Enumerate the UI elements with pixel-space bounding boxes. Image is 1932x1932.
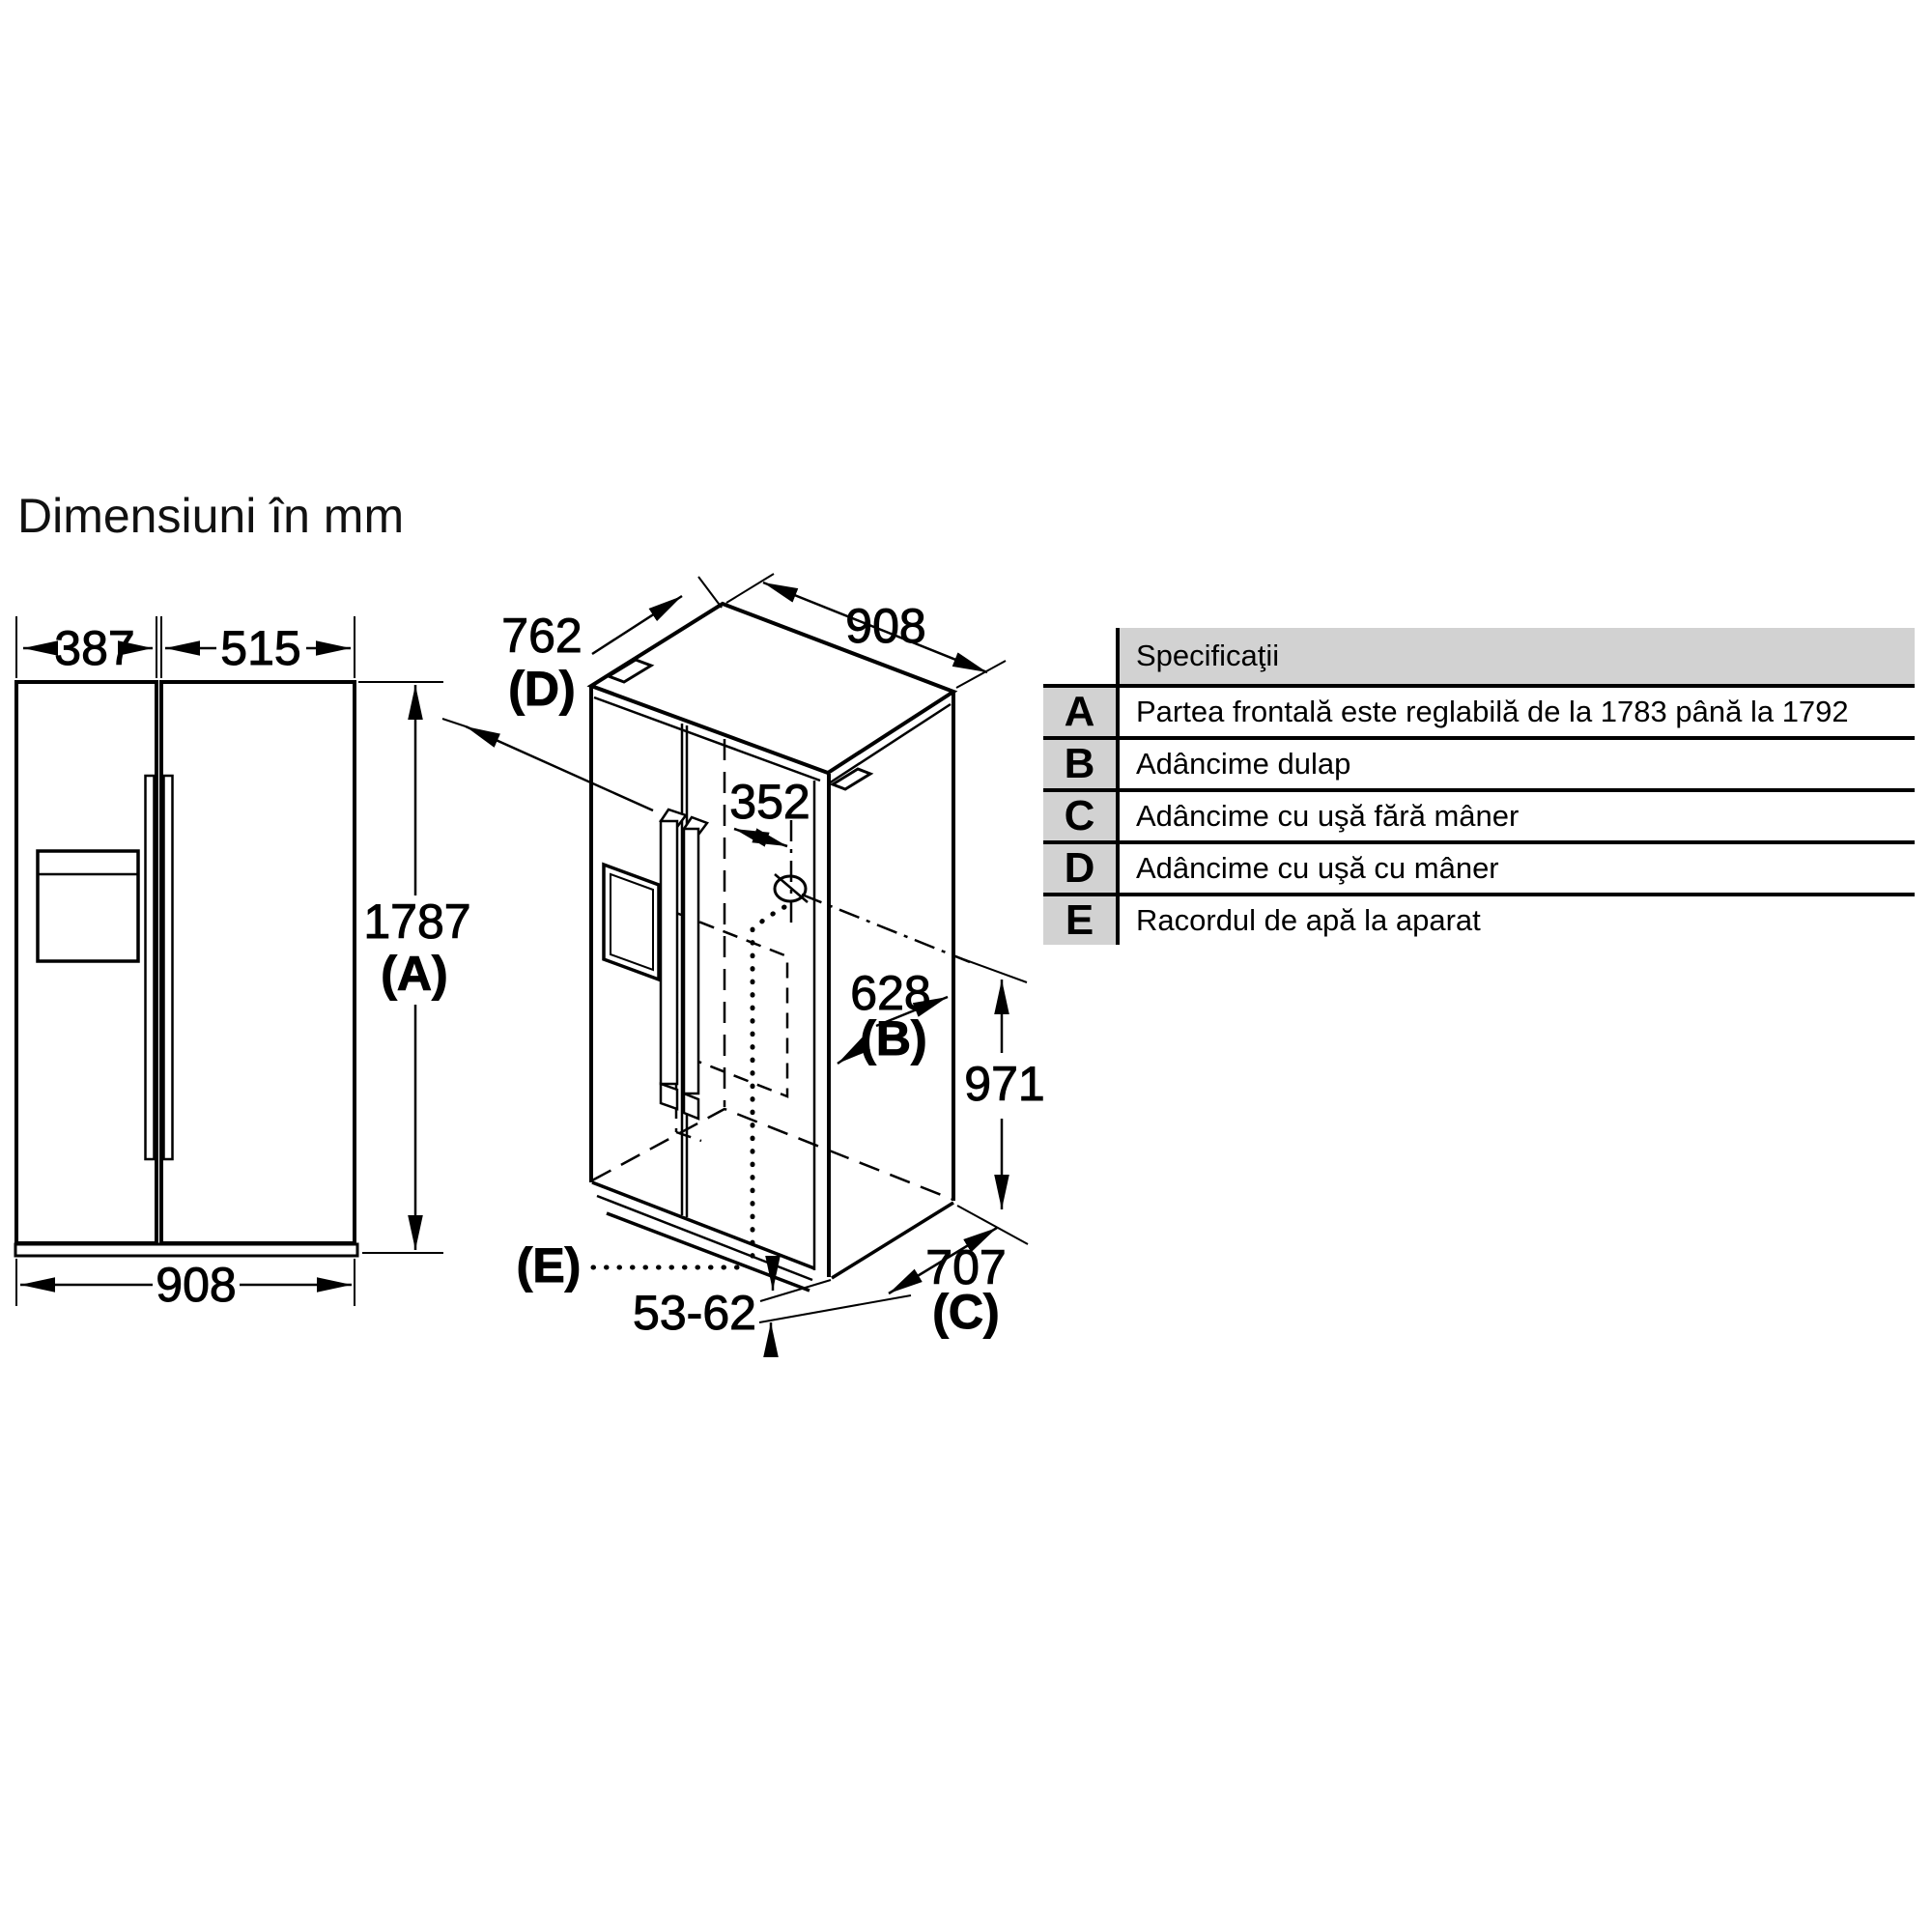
front-door-handles	[146, 776, 173, 1159]
iso-depth-handle-ref-label: (D)	[508, 662, 576, 716]
front-fridge-doors	[15, 682, 357, 1256]
front-plinth	[15, 1244, 357, 1256]
page-title: Dimensiuni în mm	[17, 489, 405, 543]
spec-letter: A	[1043, 688, 1116, 736]
table-row	[1043, 684, 1915, 736]
iso-water-offset-label: 352	[729, 775, 810, 829]
iso-depth-no-handle-ref-label: (C)	[932, 1285, 1000, 1339]
front-right-door-width-label: 515	[220, 621, 301, 675]
spec-table	[1043, 628, 1915, 945]
spec-text: Racordul de apă la aparat	[1116, 896, 1915, 945]
spec-text: Adâncime dulap	[1116, 740, 1915, 788]
iso-door-handles	[661, 810, 707, 1119]
front-height-label: 1787	[363, 895, 471, 949]
table-row	[1043, 893, 1915, 945]
iso-view	[442, 574, 1045, 1356]
iso-cabinet-depth-label: 628	[850, 966, 931, 1020]
table-row	[1043, 788, 1915, 840]
iso-cabinet-depth-ref-label: (B)	[860, 1011, 927, 1065]
front-left-door-width-label: 387	[54, 621, 135, 675]
iso-depth-handle-label: 762	[501, 609, 582, 663]
spec-text: Partea frontală este reglabilă de la 1783 până la 1792	[1116, 688, 1915, 736]
iso-plinth-bottom	[607, 1213, 810, 1291]
iso-water-dispenser	[604, 865, 659, 980]
front-view	[15, 616, 471, 1312]
spec-text: Adâncime cu uşă fără mâner	[1116, 792, 1915, 840]
iso-width-label: 908	[845, 599, 926, 653]
front-height-ref-label: (A)	[381, 947, 448, 1001]
table-row	[1043, 840, 1915, 893]
table-row	[1043, 736, 1915, 788]
front-water-dispenser	[38, 851, 138, 961]
spec-letter: E	[1043, 896, 1116, 945]
iso-depth-no-handle-label: 707	[925, 1240, 1007, 1294]
iso-base-height-label: 53-62	[633, 1286, 756, 1340]
iso-centerlines	[791, 820, 970, 962]
spec-letter: C	[1043, 792, 1116, 840]
iso-water-ref-label: (E)	[516, 1238, 582, 1293]
front-total-width-label: 908	[156, 1258, 237, 1312]
iso-water-height-label: 971	[964, 1057, 1045, 1111]
spec-letter: B	[1043, 740, 1116, 788]
spec-table-header: Specificaţii	[1116, 628, 1915, 684]
spec-letter: D	[1043, 844, 1116, 893]
spec-text: Adâncime cu uşă cu mâner	[1116, 844, 1915, 893]
